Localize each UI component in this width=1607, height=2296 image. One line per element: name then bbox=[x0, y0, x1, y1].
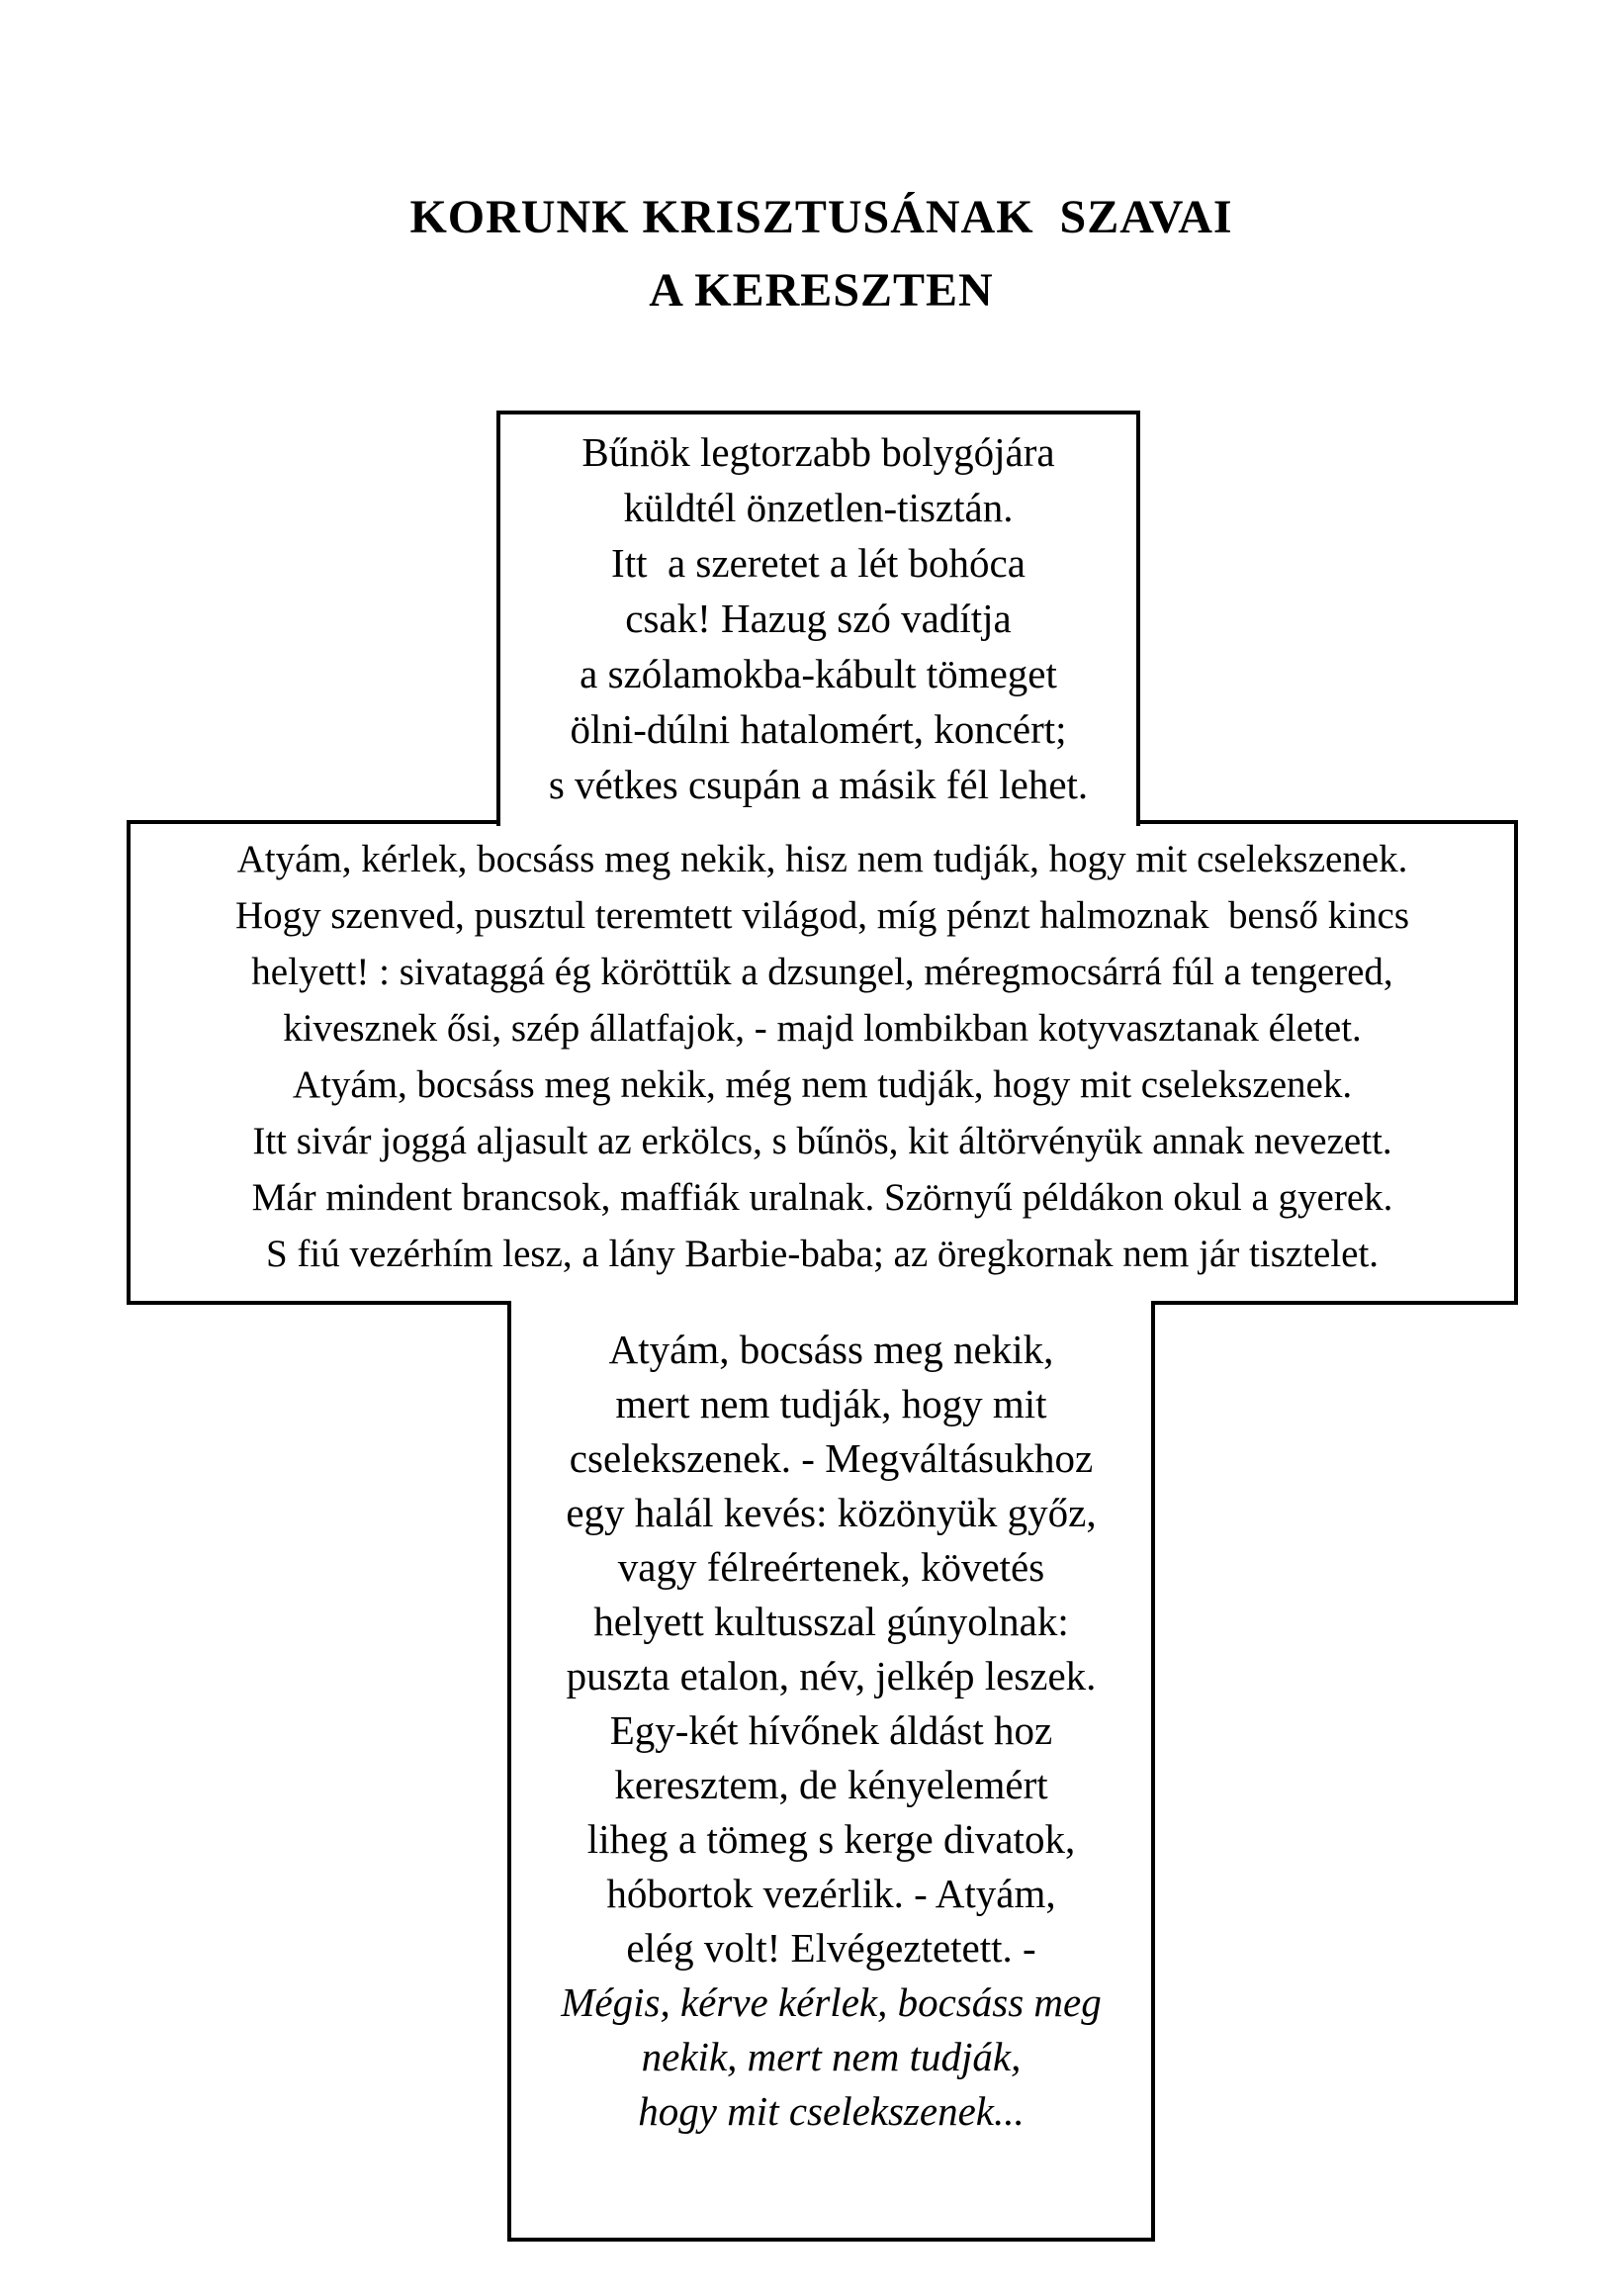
mid-arm-line-4: kivesznek ősi, szép állatfajok, - majd lombikban kotyvasztanak életet. bbox=[283, 1007, 1362, 1050]
top-arm-line-1: Bűnök legtorzabb bolygójára bbox=[581, 429, 1055, 475]
cross-top-arm-text bbox=[500, 414, 1136, 812]
bottom-arm-line-2: mert nem tudják, hogy mit bbox=[615, 1381, 1047, 1426]
bottom-arm-line-11: hóbortok vezérlik. - Atyám, bbox=[606, 1871, 1056, 1916]
cross-bottom-arm bbox=[507, 1301, 1155, 2242]
bottom-arm-line-5: vagy félreértenek, követés bbox=[617, 1544, 1045, 1590]
bottom-arm-line-12: elég volt! Elvégeztetett. - bbox=[626, 1925, 1036, 1971]
top-arm-line-3: Itt a szeretet a lét bohóca bbox=[611, 540, 1026, 586]
bottom-arm-line-9: keresztem, de kényelemért bbox=[614, 1762, 1048, 1807]
bottom-arm-line-13: Mégis, kérve kérlek, bocsáss meg bbox=[561, 1979, 1102, 2025]
bottom-arm-line-8: Egy-két hívőnek áldást hoz bbox=[609, 1707, 1053, 1753]
top-arm-line-6: ölni-dúlni hatalomért, koncért; bbox=[570, 706, 1067, 752]
cross-horizontal-arm bbox=[127, 820, 1518, 1305]
mid-arm-line-5: Atyám, bocsáss meg nekik, még nem tudják, hogy mit cselekszenek. bbox=[292, 1063, 1353, 1106]
poem-title-line-1: KORUNK KRISZTUSÁNAK SZAVAI bbox=[409, 191, 1233, 243]
top-arm-line-2: küldtél önzetlen-tisztán. bbox=[623, 485, 1014, 530]
mid-arm-line-8: S fiú vezérhím lesz, a lány Barbie-baba; az öregkornak nem jár tisztelet. bbox=[265, 1233, 1380, 1275]
poem-title-line-2: A KERESZTEN bbox=[649, 264, 994, 317]
bottom-arm-line-3: cselekszenek. - Megváltásukhoz bbox=[569, 1435, 1094, 1481]
cross-bottom-arm-text bbox=[511, 1301, 1151, 2139]
poem-title bbox=[18, 181, 1607, 327]
bottom-arm-line-4: egy halál kevés: közönyük győz, bbox=[566, 1490, 1097, 1535]
mid-arm-line-6: Itt sivár joggá aljasult az erkölcs, s bűnös, kit áltörvényük annak nevezett. bbox=[252, 1120, 1392, 1162]
cross-horizontal-arm-text bbox=[131, 824, 1514, 1282]
top-arm-line-7: s vétkes csupán a másik fél lehet. bbox=[548, 762, 1089, 807]
top-arm-line-4: csak! Hazug szó vadítja bbox=[625, 596, 1012, 641]
bottom-arm-line-1: Atyám, bocsáss meg nekik, bbox=[608, 1327, 1054, 1372]
top-arm-line-5: a szólamokba-kábult tömeget bbox=[580, 651, 1057, 696]
bottom-arm-line-14: nekik, mert nem tudják, bbox=[641, 2034, 1022, 2079]
mid-arm-line-1: Atyám, kérlek, bocsáss meg nekik, hisz nem tudják, hogy mit cselekszenek. bbox=[236, 838, 1408, 880]
mid-arm-line-7: Már mindent brancsok, maffiák uralnak. Szörnyű példákon okul a gyerek. bbox=[251, 1176, 1393, 1219]
bottom-arm-line-6: helyett kultusszal gúnyolnak: bbox=[593, 1599, 1069, 1644]
bottom-arm-line-10: liheg a tömeg s kerge divatok, bbox=[586, 1816, 1076, 1862]
bottom-arm-line-15: hogy mit cselekszenek... bbox=[638, 2088, 1025, 2134]
mid-arm-line-3: helyett! : sivataggá ég köröttük a dzsungel, méregmocsárrá fúl a tengered, bbox=[251, 951, 1393, 993]
bottom-arm-line-7: puszta etalon, név, jelkép leszek. bbox=[566, 1653, 1097, 1699]
cross-top-arm bbox=[496, 411, 1140, 826]
mid-arm-line-2: Hogy szenved, pusztul teremtett világod, míg pénzt halmoznak benső kincs bbox=[234, 894, 1410, 937]
